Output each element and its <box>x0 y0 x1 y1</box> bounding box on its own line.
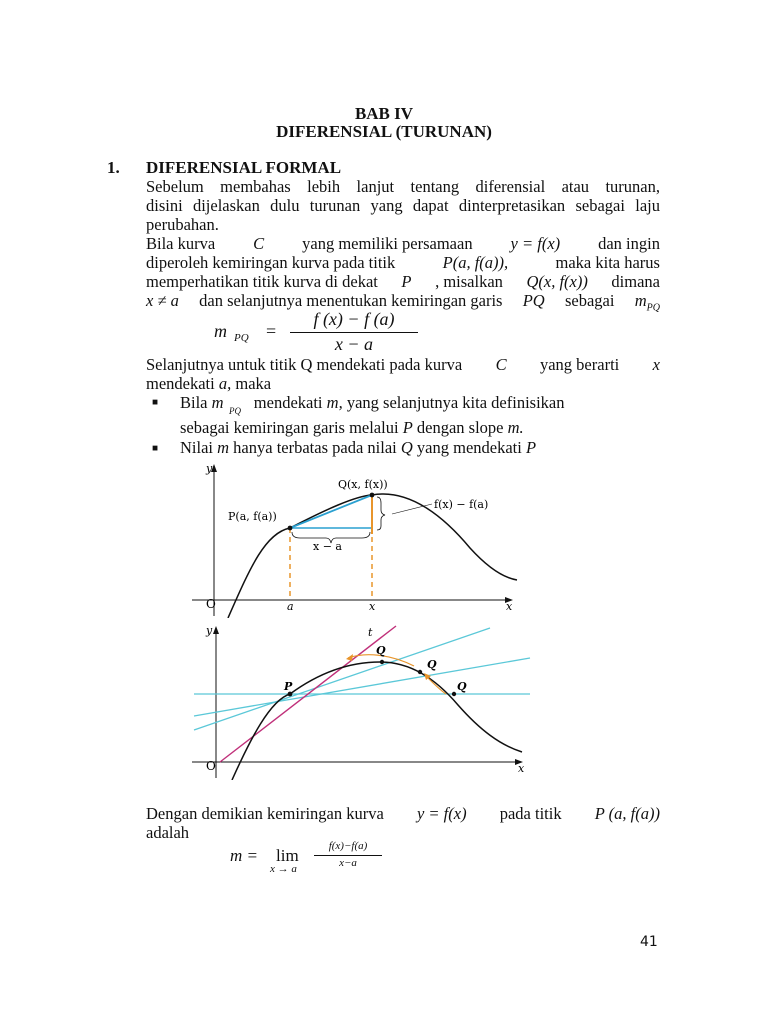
bullet-marker: ■ <box>152 443 159 454</box>
formula2-m: m = <box>230 846 258 865</box>
origin-label: O <box>206 597 216 611</box>
b1-text: dengan slope <box>416 418 504 437</box>
q-label: Q <box>457 680 467 693</box>
q-label: Q(x, f(x)) <box>338 478 388 491</box>
b1-text: yang selanjutnya kita definisikan <box>346 393 565 412</box>
p3-line-2 <box>146 374 271 393</box>
section-title: DIFERENSIAL FORMAL <box>146 158 342 177</box>
p3-line-1 <box>146 355 660 374</box>
formula1-fraction-bar <box>290 332 418 333</box>
p2-var-p: P <box>401 272 412 291</box>
x-axis-label: x <box>518 762 525 775</box>
section-number: 1. <box>107 158 120 177</box>
b2-text: yang mendekati <box>416 438 522 457</box>
b2-m: m <box>217 438 230 457</box>
conclusion-text: pada titik <box>499 804 562 823</box>
conclusion-point: P (a, f(a)) <box>594 804 660 823</box>
conclusion-text: Dengan demikian kemiringan kurva <box>146 804 384 823</box>
point-q <box>418 670 422 674</box>
formula2-limit-target: x → a <box>270 863 297 875</box>
secant-line <box>194 658 530 716</box>
tangent-figure <box>180 620 540 780</box>
p2-equation: y = f(x) <box>510 234 561 253</box>
b2-p: P <box>525 438 537 457</box>
y-axis-arrow-icon <box>213 626 219 634</box>
b1-text: mendekati <box>253 393 323 412</box>
x-axis-label: x <box>506 600 513 613</box>
rise-brace <box>377 497 385 530</box>
p2-text: Bila kurva <box>146 234 216 253</box>
run-label: x − a <box>313 540 342 553</box>
formula1-denominator: x − a <box>334 334 374 354</box>
b2-q: Q <box>400 438 413 457</box>
formula1-equals: = <box>266 321 277 341</box>
p2-text: maka kita harus <box>555 253 660 272</box>
m-symbol: m <box>634 291 647 310</box>
b1-text: Bila <box>180 393 208 412</box>
p3-text: Selanjutnya untuk titik Q mendekati pada kurva <box>146 355 463 374</box>
p2-text: dan selanjutnya menentukan kemiringan garis <box>199 291 503 310</box>
point-q <box>452 692 456 696</box>
p2-var-pq: PQ <box>522 291 545 310</box>
p2-point-p: P(a, f(a)), <box>442 253 509 272</box>
b1-pq-sub: PQ <box>229 406 241 416</box>
formula1-numerator: f (x) − f (a) <box>313 309 395 329</box>
arrow-head-icon <box>346 654 353 661</box>
secant-line <box>194 628 490 730</box>
p2-text: dan ingin <box>598 234 660 253</box>
diff-pointer <box>392 504 432 514</box>
page-number: 41 <box>640 934 658 950</box>
x-tick-label: x <box>369 600 376 613</box>
chapter-label: BAB IV <box>354 104 414 123</box>
p3-var-x: x <box>652 355 660 374</box>
p-label: P(a, f(a)) <box>228 510 277 523</box>
p3-text: mendekati <box>146 374 215 393</box>
point-p <box>288 526 293 531</box>
p2-var-c: C <box>253 234 265 253</box>
p2-line-1 <box>146 234 660 253</box>
formula1-m: m <box>214 321 227 341</box>
secant-figure <box>180 458 540 618</box>
p2-text: sebagai <box>564 291 615 310</box>
b1-p: P <box>402 418 413 437</box>
formula2-numerator: f(x)−f(a) <box>328 840 368 852</box>
p2-text: yang memiliki persamaan <box>302 234 473 253</box>
b1-text: sebagai kemiringan garis melalui <box>180 418 399 437</box>
b2-text: Nilai <box>180 438 213 457</box>
y-label: y <box>206 624 213 637</box>
b1-m3: m. <box>507 418 524 437</box>
b1-m: m <box>211 393 224 412</box>
origin-label: O <box>206 759 216 773</box>
intro-line-2: disini dijelaskan dulu turunan yang dapat dinterpretasikan sebagai laju <box>146 196 660 215</box>
formula2-fraction-bar <box>314 855 382 856</box>
conclusion-line-2: adalah <box>146 823 190 842</box>
p2-line-3 <box>146 272 660 291</box>
q-label: Q <box>427 658 437 671</box>
p2-text: dimana <box>611 272 660 291</box>
b2-text: hanya terbatas pada nilai <box>233 438 397 457</box>
formula1-sub: PQ <box>234 332 249 344</box>
b1-m2: m, <box>326 393 343 412</box>
conclusion-line-1 <box>146 804 660 823</box>
p2-point-q: Q(x, f(x)) <box>526 272 588 291</box>
bullet-2 <box>180 438 536 457</box>
a-tick-label: a <box>287 600 294 613</box>
bullet-marker: ■ <box>152 397 159 408</box>
bullet-1-line-2 <box>180 418 524 437</box>
point-q <box>380 660 384 664</box>
p2-inequality: x ≠ a <box>146 291 179 310</box>
q-label: Q <box>376 644 386 657</box>
p3-var-a: a, <box>218 374 232 393</box>
y-label: y <box>206 462 213 475</box>
tangent-label: t <box>368 626 373 639</box>
diff-label: f(x) − f(a) <box>434 498 489 511</box>
p2-text: , misalkan <box>435 272 503 291</box>
p2-text: diperoleh kemiringan kurva pada titik <box>146 253 396 272</box>
formula2-denominator: x−a <box>339 857 357 869</box>
p3-text: yang berarti <box>539 355 620 374</box>
point-q <box>370 493 375 498</box>
approach-arrow <box>426 676 446 694</box>
formula2-lim: lim <box>276 846 299 865</box>
conclusion-equation: y = f(x) <box>416 804 467 823</box>
p2-line-2 <box>146 253 660 272</box>
p3-text: maka <box>235 374 272 393</box>
pq-subscript: PQ <box>646 302 660 314</box>
intro-line-3: perubahan. <box>146 215 219 234</box>
p-label: P <box>284 680 293 693</box>
chapter-title: DIFERENSIAL (TURUNAN) <box>276 122 492 141</box>
secant-line <box>290 495 372 528</box>
p2-text: memperhatikan titik kurva di dekat <box>146 272 378 291</box>
p3-var-c: C <box>495 355 507 374</box>
p2-m-pq <box>635 291 660 317</box>
intro-line-1: Sebelum membahas lebih lanjut tentang diferensial atau turunan, <box>146 177 660 196</box>
